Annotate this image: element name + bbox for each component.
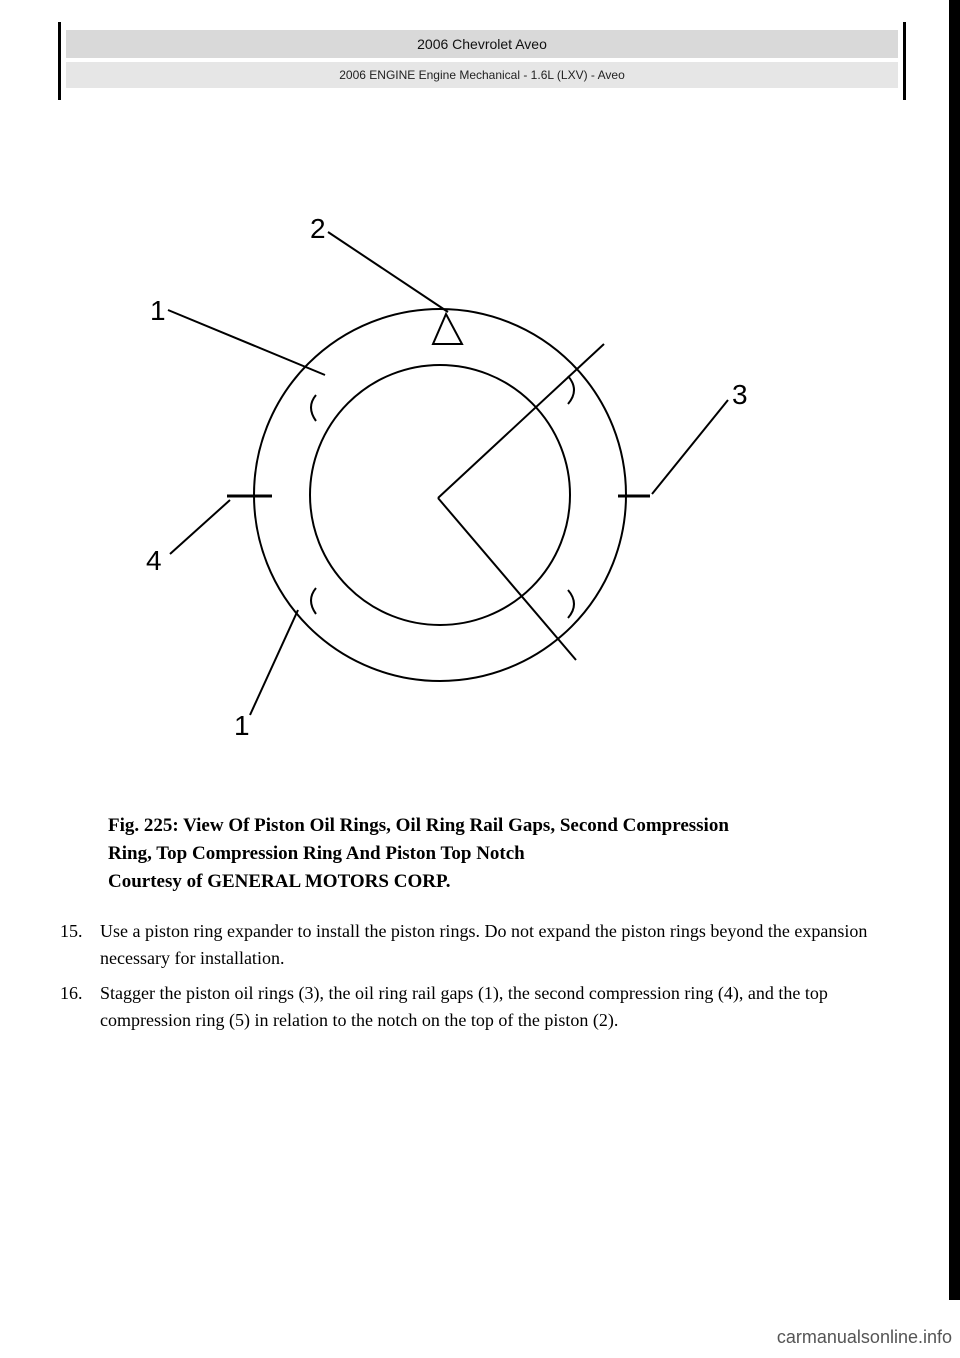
notch-triangle — [433, 314, 462, 344]
header-left-rule — [58, 22, 61, 100]
gap-mark-left-upper — [311, 395, 316, 421]
caption-line-2: Ring, Top Compression Ring And Piston Top Notch — [108, 843, 525, 864]
leader-2 — [328, 232, 448, 312]
caption-line-1: Fig. 225: View Of Piston Oil Rings, Oil Ring Rail Gaps, Second Compression — [108, 815, 729, 836]
header-right-rule — [903, 22, 906, 100]
step-text: Use a piston ring expander to install the piston rings. Do not expand the piston rings beyond the expansion necessary for installation. — [100, 921, 868, 968]
procedure-steps — [60, 918, 910, 1042]
callout-2: 2 — [310, 213, 326, 244]
piston-ring-figure — [130, 190, 790, 750]
page-edge-border — [949, 0, 960, 1300]
gap-mark-right-upper — [568, 376, 574, 404]
leader-1-top — [168, 310, 325, 375]
gap-mark-right-lower — [568, 590, 574, 618]
step-number: 15. — [60, 921, 83, 941]
caption-credit: Courtesy of GENERAL MOTORS CORP. — [108, 871, 451, 892]
leader-1-bottom — [250, 610, 298, 715]
callout-1-bottom: 1 — [234, 710, 250, 741]
step-text: Stagger the piston oil rings (3), the oil ring rail gaps (1), the second compression ring (4), and the top compression ring (5) in relation to the notch on the top of the piston (2). — [100, 983, 828, 1030]
callout-4: 4 — [146, 545, 162, 576]
angle-line-lower — [438, 498, 576, 660]
header-title: 2006 Chevrolet Aveo — [66, 30, 898, 58]
figure-caption — [108, 812, 868, 896]
gap-mark-left-lower — [311, 588, 316, 614]
watermark: carmanualsonline.info — [776, 1327, 952, 1347]
leader-4 — [170, 500, 230, 554]
step-item — [60, 918, 910, 972]
step-item — [60, 980, 910, 1034]
step-number: 16. — [60, 983, 83, 1003]
header-subtitle: 2006 ENGINE Engine Mechanical - 1.6L (LXV) - Aveo — [66, 62, 898, 88]
callout-3: 3 — [732, 379, 748, 410]
page-header — [58, 22, 906, 94]
leader-3 — [652, 400, 728, 494]
piston-ring-diagram — [130, 190, 790, 750]
callout-1-top: 1 — [150, 295, 166, 326]
